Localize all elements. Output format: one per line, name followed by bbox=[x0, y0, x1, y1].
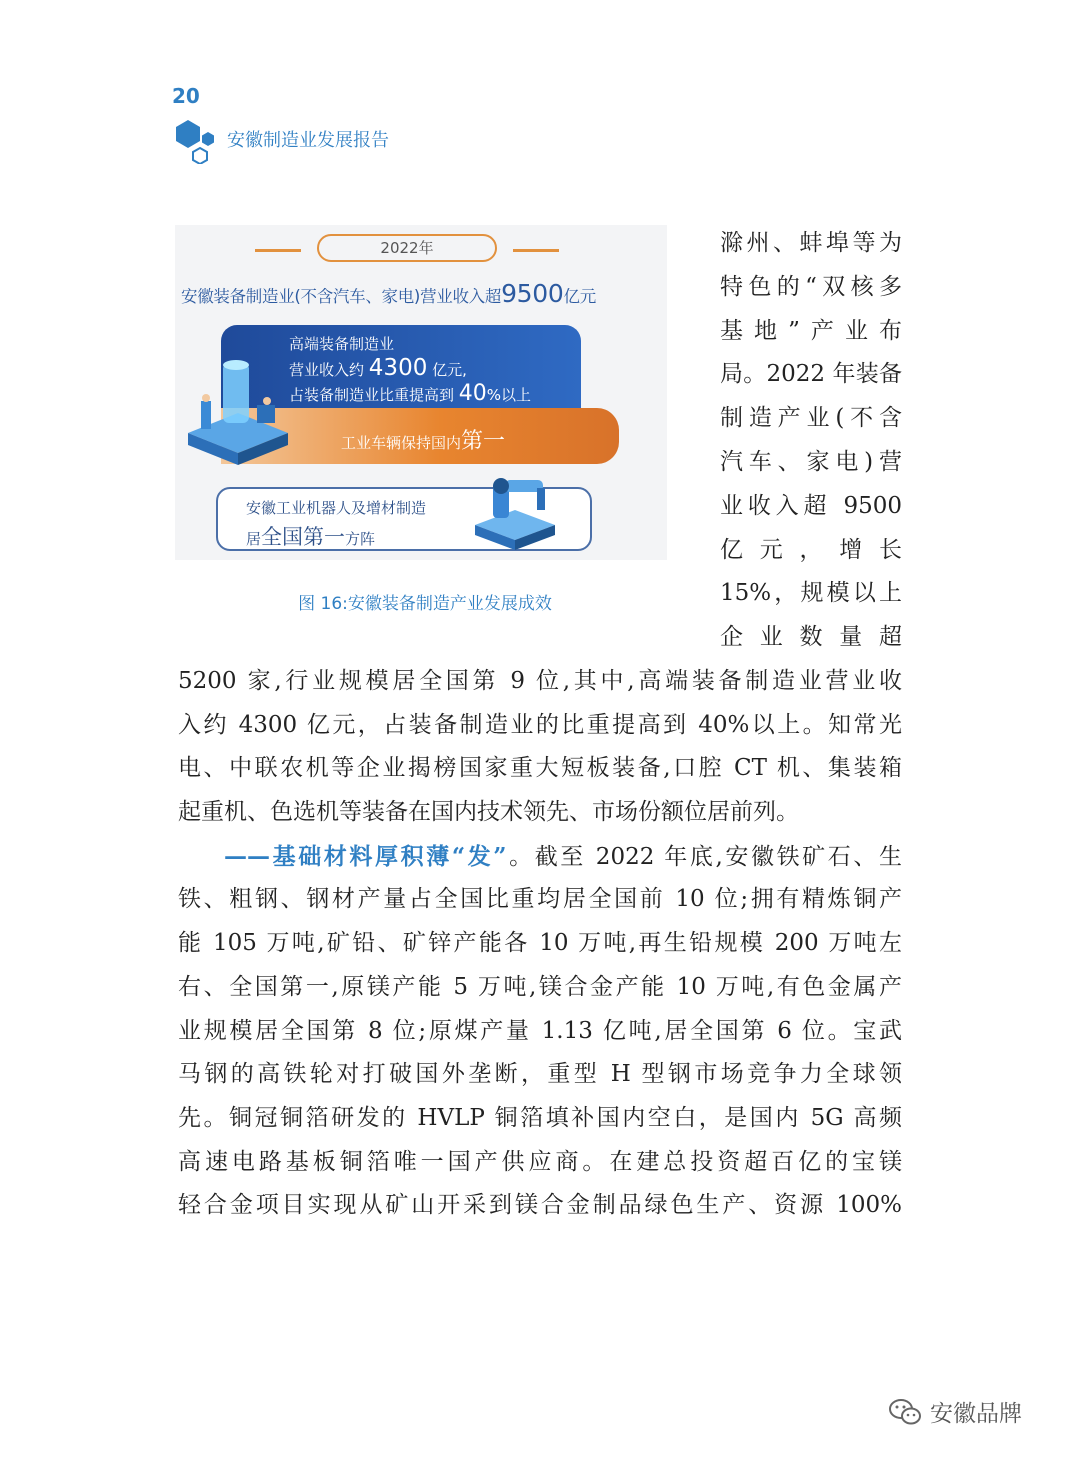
high-end-share bbox=[289, 381, 531, 406]
paragraph2-line: 业规模居全国第 8 位;原煤产量 1.13 亿吨,居全国第 6 位。宝武 bbox=[178, 1017, 902, 1044]
revenue-unit: 亿元, bbox=[432, 361, 467, 379]
paragraph2-line: 先。铜冠铜箔研发的 HVLP 铜箔填补国内空白，是国内 5G 高频 bbox=[178, 1104, 902, 1131]
robots-suffix: 方阵 bbox=[345, 530, 376, 548]
paragraph1-line: 起重机、色选机等装备在国内技术领先、市场份额位居前列。 bbox=[178, 799, 799, 826]
paragraph1-line: 入约 4300 亿元，占装备制造业的比重提高到 40%以上。知常光 bbox=[178, 711, 902, 738]
side-line: 局。2022 年装备 bbox=[720, 361, 902, 388]
robots-emphasis: 全国第一 bbox=[261, 525, 346, 549]
robots-line2 bbox=[246, 521, 375, 551]
paragraph2-line: 马钢的高铁轮对打破国外垄断，重型 H 型钢市场竞争力全球领 bbox=[178, 1061, 902, 1088]
page-number: 20 bbox=[172, 84, 200, 108]
share-prefix: 占装备制造业比重提高到 bbox=[289, 386, 455, 404]
vehicles-label: 工业车辆保持国内 bbox=[341, 434, 462, 452]
side-line: 汽车、家电)营 bbox=[720, 448, 902, 475]
robots-line1: 安徽工业机器人及增材制造 bbox=[246, 499, 427, 517]
vehicles-emphasis: 第一 bbox=[461, 429, 506, 454]
share-number: 40 bbox=[458, 381, 487, 406]
paragraph2-line: 右、全国第一,原镁产能 5 万吨,镁合金产能 10 万吨,有色金属产 bbox=[178, 973, 902, 1000]
side-line: 亿元，增长 bbox=[720, 536, 902, 563]
year-badge: 2022年 bbox=[317, 234, 497, 262]
watermark bbox=[888, 1395, 1022, 1428]
watermark-text: 安徽品牌 bbox=[930, 1401, 1022, 1427]
figure-caption: 图 16:安徽装备制造产业发展成效 bbox=[298, 594, 552, 614]
paragraph1-line: 5200 家,行业规模居全国第 9 位,其中,高端装备制造业营业收 bbox=[178, 668, 902, 694]
headline-number: 9500 bbox=[501, 279, 564, 308]
figure-headline bbox=[181, 279, 596, 308]
wechat-icon bbox=[888, 1397, 922, 1427]
side-line: 滁州、蚌埠等为 bbox=[720, 230, 902, 256]
vehicles-text bbox=[341, 424, 505, 455]
paragraph2-line: 能 105 万吨,矿铅、矿锌产能各 10 万吨,再生铅规模 200 万吨左 bbox=[178, 930, 902, 957]
side-line: 制造产业(不含 bbox=[720, 405, 902, 432]
infographic-figure bbox=[175, 225, 667, 560]
headline-prefix: 安徽装备制造业(不含汽车、家电)营业收入超 bbox=[181, 287, 502, 306]
paragraph2-first-line bbox=[178, 835, 902, 879]
robots-prefix: 居 bbox=[246, 530, 262, 548]
side-line: 特色的“双核多 bbox=[720, 273, 902, 300]
paragraph1-line: 电、中联农机等企业揭榜国家重大短板装备,口腔 CT 机、集装箱 bbox=[178, 755, 902, 782]
revenue-prefix: 营业收入约 bbox=[289, 361, 365, 379]
hexagon-logo-icon bbox=[172, 118, 218, 164]
side-line: 业收入超 9500 bbox=[720, 492, 902, 519]
robot-arm-icon bbox=[465, 470, 565, 555]
side-line: 基地”产业布 bbox=[720, 317, 902, 344]
lab-illustration-icon bbox=[183, 353, 293, 473]
paragraph2-first-line-rest: 。截至 2022 年底,安徽铁矿石、生 bbox=[506, 843, 902, 870]
headline-unit: 亿元 bbox=[563, 287, 596, 306]
share-suffix: %以上 bbox=[486, 386, 532, 404]
high-end-title: 高端装备制造业 bbox=[289, 335, 395, 353]
paragraph2-line: 高速电路基板铜箔唯一国产供应商。在建总投资超百亿的宝镁 bbox=[178, 1148, 902, 1175]
paragraph2-line: 轻合金项目实现从矿山开采到镁合金制品绿色生产、资源 100% bbox=[178, 1192, 902, 1219]
section-heading: ——基础材料厚积薄“发” bbox=[224, 842, 507, 870]
side-line: 15%，规模以上 bbox=[720, 580, 902, 607]
report-title: 安徽制造业发展报告 bbox=[227, 130, 389, 151]
side-text-column bbox=[720, 222, 902, 660]
decor-line-right bbox=[513, 249, 559, 252]
paragraph2-line: 铁、粗钢、钢材产量占全国比重均居全国前 10 位;拥有精炼铜产 bbox=[178, 886, 902, 913]
side-line: 企业数量超 bbox=[720, 624, 902, 651]
decor-line-left bbox=[255, 249, 301, 252]
revenue-number: 4300 bbox=[368, 355, 428, 381]
high-end-revenue bbox=[289, 355, 467, 381]
body-text bbox=[178, 660, 902, 1228]
